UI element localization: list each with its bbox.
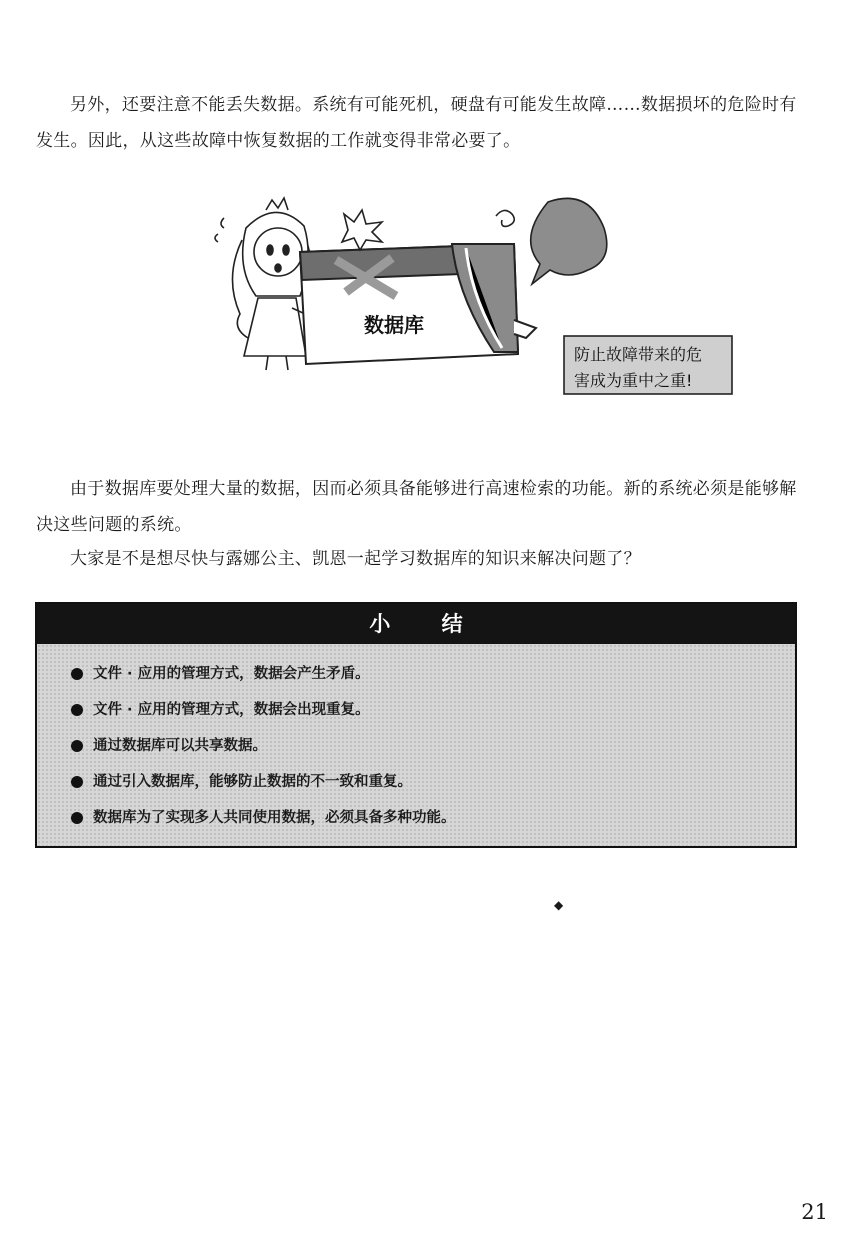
summary-item [71,656,795,692]
summary-item-text: 通过数据库可以共享数据。 [93,738,267,754]
bullet-icon [71,668,83,680]
summary-list [37,644,795,836]
princess-figure [215,198,314,370]
summary-box [35,602,797,848]
bullet-icon [71,776,83,788]
page-number: 21 [801,1200,828,1224]
ink-mark-icon: ◆ [554,898,564,912]
caption-line-2: 害成为重中之重! [574,371,693,390]
bullet-icon [71,704,83,716]
summary-title: 小 结 [37,604,795,644]
database-illustration [196,188,756,408]
caption-line-1: 防止故障带来的危 [574,345,703,364]
database-box-icon [300,244,536,364]
summary-item-text: 数据库为了实现多人共同使用数据，必须具备多种功能。 [93,810,456,826]
summary-item [71,764,795,800]
summary-item-text: 通过引入数据库，能够防止数据的不一致和重复。 [93,774,412,790]
summary-item [71,692,795,728]
summary-item [71,728,795,764]
bullet-icon [71,812,83,824]
summary-item-text: 文件 · 应用的管理方式，数据会产生矛盾。 [93,666,370,682]
speech-bubble-icon [531,198,607,284]
summary-item-text: 文件 · 应用的管理方式，数据会出现重复。 [93,702,370,718]
database-box-label: 数据库 [364,313,424,337]
paragraph-data-loss: 另外，还要注意不能丢失数据。系统有可能死机，硬盘有可能发生故障……数据损坏的危险时有发生。因此，从这些故障中恢复数据的工作就变得非常必要了。 [36,95,797,151]
bang-icon [342,210,382,250]
paragraph-fast-search: 由于数据库要处理大量的数据，因而必须具备能够进行高速检索的功能。新的系统必须是能够解决这些问题的系统。 [36,479,797,535]
swirl-icon [496,210,514,226]
summary-item [71,800,795,836]
paragraph-invitation: 大家是不是想尽快与露娜公主、凯恩一起学习数据库的知识来解决问题了？ [70,549,641,569]
bullet-icon [71,740,83,752]
